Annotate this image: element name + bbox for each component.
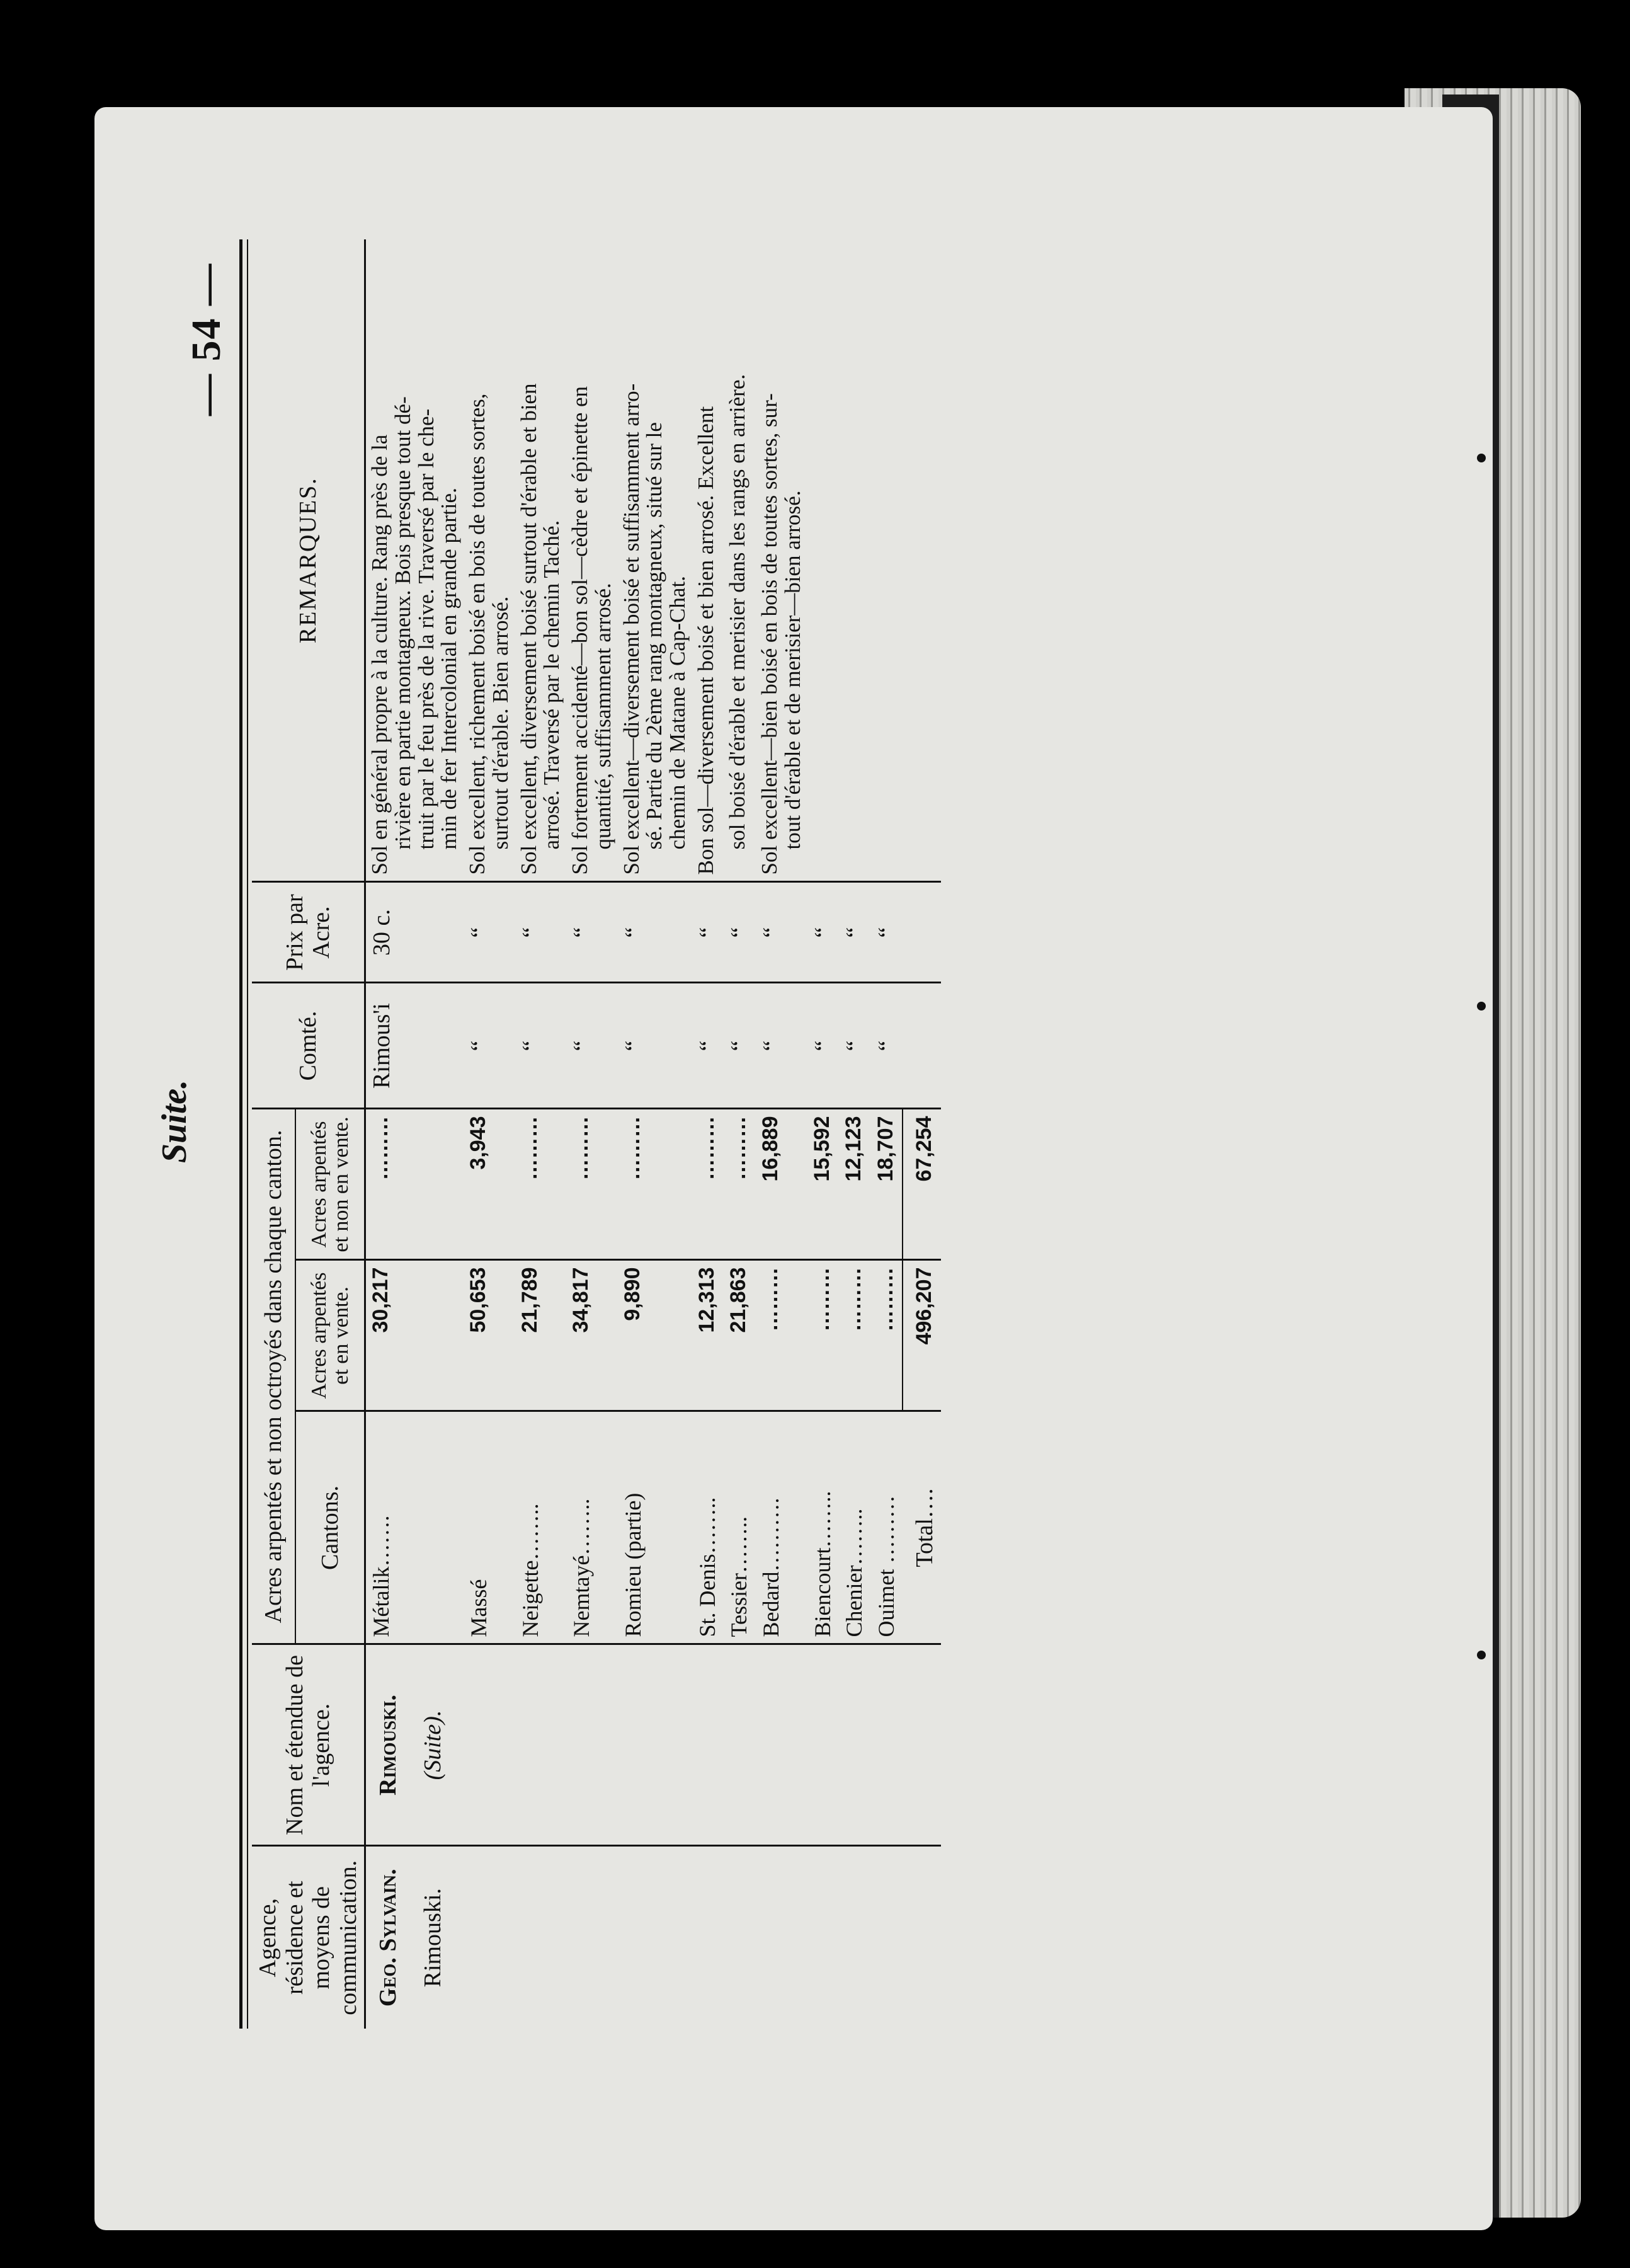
acres-en-vente: ……… [871, 1260, 903, 1411]
acres-non-vente: ……… [724, 1109, 756, 1260]
remark-line: Sol excellent—bien boisé en bois de toutes sortes, sur- [757, 393, 782, 875]
prix-value: “ [871, 882, 903, 983]
empty-cell [903, 239, 941, 882]
remark-line: surtout d'érable. Bien arrosé. [487, 596, 513, 850]
binding-hole [1477, 1651, 1486, 1659]
remarks-cell [515, 239, 567, 882]
acres-non-vente: ……… [365, 1109, 464, 1260]
remark-line: chemin de Matane à Cap-Chat. [665, 576, 690, 850]
comte-value: “ [756, 983, 807, 1109]
acres-en-vente: ……… [839, 1260, 871, 1411]
canton-name: Neigette…….. [515, 1411, 567, 1644]
acres-non-vente: ……… [515, 1109, 567, 1260]
agent-name: Geo. Sylvain. [375, 1869, 402, 2007]
top-rule-thin [247, 239, 248, 2029]
agent-cell [365, 1846, 941, 2029]
canton-name: Tessier…….. [724, 1411, 756, 1644]
acres-en-vente: 21,789 [515, 1260, 567, 1411]
header-cantons: Cantons. [295, 1411, 365, 1644]
comte-value: “ [566, 983, 618, 1109]
remarks-cell [618, 239, 692, 882]
header-prix: Prix par Acre. [252, 882, 365, 983]
prix-value: “ [724, 882, 756, 983]
rotated-page-content [183, 239, 1304, 2029]
remark-line: Sol excellent, richement boisé en bois de toutes sortes, [465, 393, 490, 875]
acres-en-vente: ……… [756, 1260, 807, 1411]
remark-line: Bon sol—diversement boisé et bien arrosé. Excellent [693, 406, 718, 875]
top-rule [239, 239, 242, 2029]
prix-value: “ [756, 882, 807, 983]
remarks-cell [724, 239, 756, 882]
remark-line: arrosé. Traversé par le chemin Taché. [539, 520, 564, 850]
remarks-cell [692, 239, 724, 882]
canton-name: Métalik……. [365, 1411, 464, 1644]
header-row [252, 239, 295, 2029]
section-title: Suite. [155, 1079, 194, 1164]
prix-value: “ [515, 882, 567, 983]
acres-en-vente: 34,817 [566, 1260, 618, 1411]
remarks-cell [871, 239, 903, 882]
remark-line: tout d'érable et de merisier—bien arrosé. [780, 490, 805, 850]
comte-value: “ [839, 983, 871, 1109]
remarks-cell [839, 239, 871, 882]
comte-value: “ [724, 983, 756, 1109]
total-non-vente: 67,254 [903, 1109, 941, 1260]
empty-cell [903, 882, 941, 983]
prix-value: “ [839, 882, 871, 983]
remarks-cell [464, 239, 515, 882]
acres-non-vente: 16,889 [756, 1109, 807, 1260]
acres-non-vente: ……… [566, 1109, 618, 1260]
acres-en-vente: 30,217 [365, 1260, 464, 1411]
header-agence: Agence, résidence et moyens de communication. [252, 1846, 365, 2029]
remark-line: sol boisé d'érable et merisier dans les rangs en arrière. [725, 374, 750, 850]
acres-en-vente: 9,890 [618, 1260, 692, 1411]
acres-en-vente: ……… [807, 1260, 840, 1411]
ledger-table [252, 239, 941, 2029]
remarks-cell [365, 239, 464, 882]
total-en-vente: 496,207 [903, 1260, 941, 1411]
canton-name: Romieu (partie) [618, 1411, 692, 1644]
remark-line: Sol fortement accidenté—bon sol—cèdre et épinette en [567, 386, 593, 875]
prix-value: “ [464, 882, 515, 983]
comte-value: “ [515, 983, 567, 1109]
ledger-body [365, 239, 941, 2029]
canton-name: Biencourt…….. [807, 1411, 840, 1644]
acres-non-vente: 15,592 [807, 1109, 840, 1260]
acres-non-vente: ……… [692, 1109, 724, 1260]
remarks-cell [807, 239, 840, 882]
canton-name: Nemtayé…….. [566, 1411, 618, 1644]
agent-residence: Rimouski. [419, 1888, 446, 1988]
acres-en-vente: 50,653 [464, 1260, 515, 1411]
header-acres-non-vente: Acres arpentés et non en vente. [295, 1109, 365, 1260]
header-acres-group: Acres arpentés et non octroyés dans chaque canton. [252, 1109, 295, 1644]
header-remarques: REMARQUES. [252, 239, 365, 882]
prix-value: “ [618, 882, 692, 983]
canton-name: Bedard………. [756, 1411, 807, 1644]
acres-non-vente: 3,943 [464, 1109, 515, 1260]
canton-name: St. Denis…….. [692, 1411, 724, 1644]
acres-non-vente: 18,707 [871, 1109, 903, 1260]
remark-line: sé. Partie du 2ème rang montagneux, situé sur le [642, 422, 667, 850]
empty-cell [903, 983, 941, 1109]
total-label: Total…. [903, 1411, 941, 1644]
prix-value: “ [692, 882, 724, 983]
remark-line: min de fer Intercolonial en grande partie. [436, 488, 462, 850]
canton-name: Massé [464, 1411, 515, 1644]
canton-name: Chenier…….. [839, 1411, 871, 1644]
binding-hole [1477, 454, 1486, 462]
remark-line: Sol excellent, diversement boisé surtout d'érable et bien [516, 383, 541, 875]
prix-value: 30 c. [365, 882, 464, 983]
acres-non-vente: ……… [618, 1109, 692, 1260]
agency-cell [365, 1644, 941, 1846]
agency-note: (Suite). [419, 1710, 446, 1780]
page-number: — 54 — [183, 263, 229, 416]
header-comte: Comté. [252, 983, 365, 1109]
remark-line: rivière en partie montagneux. Bois presque tout dé- [390, 396, 415, 850]
prix-value: “ [566, 882, 618, 983]
comte-value: “ [871, 983, 903, 1109]
acres-en-vente: 12,313 [692, 1260, 724, 1411]
agency-name: Rimouski. [375, 1695, 402, 1796]
canton-name: Ouimet ……… [871, 1411, 903, 1644]
comte-value: “ [464, 983, 515, 1109]
comte-value: “ [692, 983, 724, 1109]
remarks-cell [566, 239, 618, 882]
header-nom: Nom et étendue de l'agence. [252, 1644, 365, 1846]
remark-line: Sol en général propre à la culture. Rang près de la [367, 434, 392, 875]
acres-en-vente: 21,863 [724, 1260, 756, 1411]
comte-value: “ [807, 983, 840, 1109]
remarks-cell [756, 239, 807, 882]
remark-line: Sol excellent—diversement boisé et suffisamment arro- [618, 383, 644, 875]
binding-hole [1477, 1002, 1486, 1011]
table-row [365, 239, 464, 2029]
remark-line: quantité, suffisamment arrosé. [590, 583, 615, 850]
header-acres-vente: Acres arpentés et en vente. [295, 1260, 365, 1411]
comte-value: Rimous'i [365, 983, 464, 1109]
prix-value: “ [807, 882, 840, 983]
remark-line: truit par le feu près de la rive. Traversé par le che- [413, 408, 438, 850]
comte-value: “ [618, 983, 692, 1109]
acres-non-vente: 12,123 [839, 1109, 871, 1260]
